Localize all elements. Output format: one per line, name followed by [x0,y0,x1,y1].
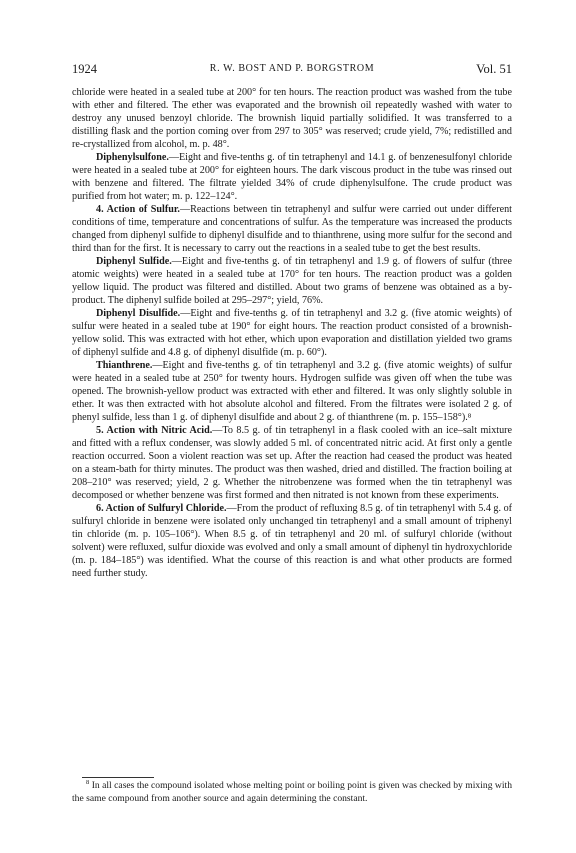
paragraph [72,307,512,359]
section-heading: Diphenyl Disulfide. [96,308,181,319]
volume-label: Vol. 51 [476,62,512,76]
page-number: 1924 [72,62,97,76]
section-heading: 4. Action of Sulfur. [96,204,180,215]
paragraph-text: —Eight and five-tenths g. of tin tetraphenyl and 3.2 g. (five atomic weights) of sulfur were heated in a sealed tube at 190° for eight hours. The reaction product consisted of a brownish-yellow solid. This was extracted with hot ether, which upon evaporation and distillation yielded two grams of diphenyl sulfide and 4.8 g. of diphenyl disulfide (m. p. 60°). [72,308,512,358]
paragraph-text: chloride were heated in a sealed tube at 200° for ten hours. The reaction product was washed from the tube with ether and filtered. The ether was evaporated and the brownish oil repeatedly washed with water to destroy any unused benzoyl chloride. The brownish liquid partially solidified. It was transferred to a distilling flask and the portion coming over from 297 to 305° was reserved; crude yield, 7%; redistilled and re-crystallized from alcohol, m. p. 48°. [72,87,512,150]
paragraph [72,424,512,502]
paragraph [72,359,512,424]
paragraph [72,502,512,580]
running-title: R. W. BOST AND P. BORGSTROM [209,63,375,74]
footnote [72,780,512,805]
page-header [72,62,512,78]
paragraph [72,255,512,307]
paragraph-text: —Eight and five-tenths g. of tin tetraphenyl and 3.2 g. (five atomic weights) of sulfur were heated in a sealed tube at 250° for twenty hours. Hydrogen sulfide was given off when the tube was opened. The brownish-yellow product was extracted with ether and filtered. It was only slightly soluble in ether. It was then extracted with hot absolute alcohol and filtered. From the filtrates were isolated 2 g. of phenyl sulfide, less than 1 g. of diphenyl disulfide and about 2 g. of thianthrene (m. p. 155–158°).⁸ [72,360,512,423]
paragraph-text: —Eight and five-tenths g. of tin tetraphenyl and 1.9 g. of flowers of sulfur (three atomic weights) were heated in a sealed tube at 170° for ten hours. The reaction product was a golden yellow liquid. The product was filtered and distilled. About two grams of benzene was obtained as a by-product. The diphenyl sulfide boiled at 295–297°; yield, 76%. [72,256,512,306]
paragraph-text: —Reactions between tin tetraphenyl and sulfur were carried out under different conditions of time, temperature and concentrations of sulfur. As the temperature was increased the products changed from diphenyl sulfide to diphenyl disulfide and to thianthrene, using more sulfur for the second and third than for the first. It is necessary to carry out the reactions in a sealed tube to get the best results. [72,204,512,254]
footnote-marker: 8 [86,778,90,786]
paragraph [72,86,512,151]
section-heading: Diphenyl Sulfide. [96,256,172,267]
section-heading: 6. Action of Sulfuryl Chloride. [96,503,227,514]
paragraph-text: —To 8.5 g. of tin tetraphenyl in a flask cooled with an ice–salt mixture and fitted with a reflux condenser, was slowly added 5 ml. of concentrated nitric acid. At first only a gentle reaction occurred. Soon a violent reaction was set up. After the reaction had ceased the product was heated on a steam-bath for thirty minutes. The product was then washed, dried and distilled. The fraction boiling at 208–210° was reserved; yield, 2 g. Whether the nitrobenzene was formed when the tin tetraphenyl was decomposed or whether benzene was first formed and then nitrated is not known from these experiments. [72,425,512,501]
section-heading: Diphenylsulfone. [96,152,169,163]
paragraph [72,151,512,203]
section-heading: Thianthrene. [96,360,153,371]
paragraph [72,203,512,255]
footnote-text: In all cases the compound isolated whose melting point or boiling point is given was checked by mixing with the same compound from another source and again determining the constant. [72,780,512,804]
paragraph-text: —From the product of refluxing 8.5 g. of tin tetraphenyl with 5.4 g. of sulfuryl chloride in benzene were isolated only unchanged tin tetraphenyl and a small amount of triphenyl tin chloride (m. p. 105–106°). When 8.5 g. of tin tetraphenyl and 20 ml. of sulfuryl chloride (without solvent) were refluxed, sulfur dioxide was evolved and only a small amount of diphenyl tin hydroxychloride (m. p. 184–185°) was identified. What the course of this reaction is and what other products are formed need further study. [72,503,512,579]
section-heading: 5. Action with Nitric Acid. [96,425,213,436]
footnote-paragraph [72,780,512,805]
article-body [72,86,512,580]
paragraph-text: —Eight and five-tenths g. of tin tetraphenyl and 14.1 g. of benzenesulfonyl chloride were heated in a sealed tube at 200° for eighteen hours. The dark viscous product in the tube was rinsed out with benzene and filtered. The filtrate yielded 34% of crude diphenylsulfone. The crude product was purified from hot water; m. p. 122–124°. [72,152,512,202]
footnote-divider [82,777,154,778]
